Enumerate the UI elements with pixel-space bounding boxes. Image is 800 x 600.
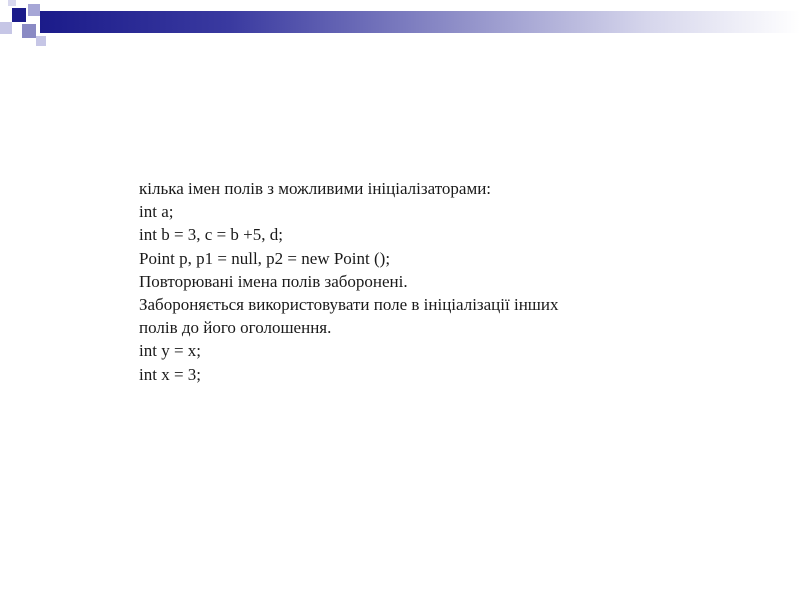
decorative-square: [0, 22, 12, 34]
text-line: Забороняється використовувати поле в ініціалізації інших: [139, 295, 559, 315]
slide-body-text: [139, 177, 699, 386]
code-line: Point p, p1 = null, p2 = new Point ();: [139, 248, 391, 268]
decorative-square: [22, 24, 36, 38]
decorative-square: [28, 4, 40, 16]
code-line: int x = 3;: [139, 364, 202, 384]
code-line: int b = 3, c = b +5, d;: [139, 225, 283, 245]
text-line: Повторювані імена полів заборонені.: [139, 271, 408, 291]
text-line: полів до його оголошення.: [139, 318, 332, 338]
header-gradient-bar: [40, 11, 800, 33]
code-line: int a;: [139, 202, 174, 222]
text-line: кілька імен полів з можливими ініціалізаторами:: [139, 179, 492, 198]
decorative-square: [36, 36, 46, 46]
decorative-square: [12, 8, 26, 22]
code-line: int y = x;: [139, 341, 202, 361]
decorative-square: [8, 0, 16, 6]
